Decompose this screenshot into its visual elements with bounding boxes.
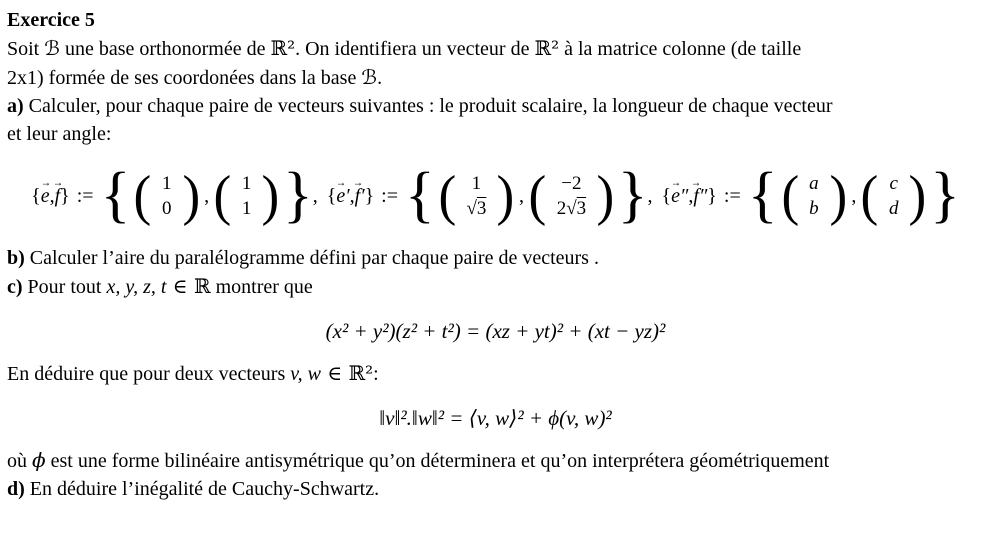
vector-entries — [456, 171, 496, 221]
math-variables: v, w — [290, 363, 321, 385]
vector-entries — [879, 171, 909, 221]
vector-arrow-icon: → — [670, 175, 682, 189]
script-B-symbol: ℬ — [44, 36, 60, 60]
vector-pairs-equation — [7, 150, 984, 242]
vector-e-double-prime — [670, 175, 682, 210]
right-paren: ) — [908, 164, 927, 227]
intro-text-4: à la matrice colonne (de taille — [559, 38, 802, 60]
norm-product-equation — [7, 404, 984, 432]
set-close-brace: } — [60, 185, 70, 207]
intro-text-1: Soit — [7, 38, 45, 60]
pair-name-set — [326, 175, 375, 210]
comma: , — [49, 185, 55, 207]
vector-entries — [232, 171, 262, 221]
vector-letter: e — [336, 185, 346, 207]
left-paren: ( — [780, 164, 799, 227]
left-paren: ( — [528, 164, 547, 227]
script-B-symbol: ℬ — [361, 65, 378, 89]
big-close-brace: } — [617, 161, 648, 230]
element-of-symbol: ∈ — [166, 274, 194, 298]
deduce-text-2: : — [373, 363, 379, 385]
R2-symbol: ℝ² — [270, 36, 296, 60]
radical-sign: 2√ — [556, 198, 577, 219]
item-b-label: b) — [7, 247, 25, 269]
left-paren: ( — [213, 164, 232, 227]
vector-letter: f — [693, 185, 699, 207]
column-vector — [133, 164, 200, 227]
item-d-label: d) — [7, 478, 25, 500]
item-a — [7, 92, 984, 148]
pair-name-set — [661, 175, 717, 210]
entry-bottom: d — [888, 198, 899, 219]
R-symbol: ℝ — [193, 274, 211, 298]
intro-text-5: 2x1) formée de ses coordonées dans la base — [7, 67, 362, 89]
comma: , — [204, 185, 210, 207]
column-vector — [213, 164, 280, 227]
prime-mark: ′ — [345, 185, 350, 207]
big-open-brace: { — [100, 161, 131, 230]
vector-arrow-icon: → — [40, 175, 51, 189]
vector-e — [40, 175, 51, 210]
vector-arrow-icon: → — [352, 175, 363, 189]
intro-text-3: . On identifiera un vecteur de — [295, 38, 535, 60]
R2-symbol: ℝ² — [534, 36, 560, 60]
R2-symbol: ℝ² — [348, 361, 374, 385]
item-c-text-1: Pour tout — [22, 276, 107, 298]
assign-symbol: := — [723, 185, 741, 207]
phi-text-2: est une forme bilinéaire antisymétrique qu’on déterminera et qu’on interprétera géométriquement — [45, 450, 830, 472]
comma: , — [688, 185, 694, 207]
left-paren: ( — [860, 164, 879, 227]
right-paren: ) — [829, 164, 847, 227]
pair-separator: , — [647, 185, 653, 207]
entry-top: c — [889, 172, 898, 194]
big-open-brace: { — [747, 161, 778, 230]
right-paren: ) — [596, 164, 615, 227]
item-b-text: Calculer l’aire du paralélogramme défini par chaque paire de vecteurs . — [24, 247, 599, 269]
vector-pair-e-prime-f-prime — [326, 161, 662, 230]
entry-bottom: b — [809, 198, 819, 219]
identity-formula: (x² + y²)(z² + t²) = (xz + yt)² + (xt − yz)² — [325, 319, 666, 343]
comma: , — [349, 185, 355, 207]
column-vector — [528, 164, 615, 227]
vector-entries — [152, 171, 182, 221]
big-close-brace: } — [282, 161, 313, 230]
entry-bottom — [466, 196, 486, 221]
column-vector — [780, 164, 848, 227]
vector-letter: f — [54, 185, 61, 207]
left-paren: ( — [438, 164, 456, 227]
assign-symbol: := — [381, 185, 399, 207]
set-open-brace: { — [31, 185, 41, 207]
right-paren: ) — [261, 164, 280, 227]
column-vector — [860, 164, 927, 227]
big-close-brace: } — [930, 161, 960, 230]
set-close-brace: } — [707, 185, 717, 207]
vector-arrow-icon: → — [336, 175, 347, 189]
vector-e-prime — [336, 175, 347, 210]
item-c-label: c) — [7, 276, 23, 298]
deduce-paragraph — [7, 359, 984, 388]
set-open-brace: { — [661, 185, 672, 207]
vector-f-prime — [352, 175, 363, 210]
vector-entries — [799, 171, 829, 221]
vector-pair-ef — [31, 161, 327, 230]
assign-symbol: := — [76, 185, 94, 207]
entry-bottom: 0 — [162, 198, 172, 219]
vector-arrow-icon: → — [691, 175, 702, 189]
vector-letter: e — [671, 185, 681, 207]
prime-mark: ″ — [680, 185, 689, 207]
set-close-brace: } — [364, 185, 375, 207]
intro-text-2: une base orthonormée de — [59, 38, 271, 60]
phi-text-1: où — [7, 450, 32, 472]
vector-f — [52, 175, 63, 210]
item-a-text-1: Calculer, pour chaque paire de vecteurs suivantes : le produit scalaire, la longueur de chaque vecteur — [23, 95, 833, 117]
entry-top: −2 — [561, 172, 582, 194]
vector-f-double-prime — [691, 175, 702, 210]
pair-separator: , — [312, 185, 318, 207]
lagrange-identity-equation — [7, 317, 984, 345]
radical-sign: √ — [466, 198, 477, 219]
right-paren: ) — [496, 164, 515, 227]
entry-bottom: 1 — [241, 198, 252, 219]
left-paren: ( — [133, 164, 152, 227]
item-d — [7, 475, 984, 503]
comma: , — [519, 185, 525, 207]
vector-entries — [547, 171, 596, 221]
set-open-brace: { — [326, 185, 337, 207]
entry-top: 1 — [471, 172, 482, 194]
math-variables: x, y, z, t — [106, 276, 167, 298]
entry-top: 1 — [162, 172, 172, 194]
item-c — [7, 272, 984, 301]
element-of-symbol: ∈ — [320, 361, 349, 385]
vector-arrow-icon: → — [52, 175, 63, 189]
right-paren: ) — [181, 164, 200, 227]
vector-letter: e — [40, 185, 50, 207]
exercise-title — [7, 6, 984, 34]
item-c-text-2: montrer que — [210, 276, 313, 298]
intro-text-6: . — [377, 67, 383, 89]
item-b — [7, 244, 984, 272]
norm-formula: ‖v‖².‖w‖² = ⟨v, w⟩² + ϕ(v, w)² — [379, 406, 612, 430]
prime-mark: ′ — [360, 185, 365, 207]
exercise-title-text: Exercice 5 — [7, 9, 95, 31]
big-open-brace: { — [405, 161, 435, 230]
comma: , — [851, 185, 857, 207]
entry-top: a — [809, 172, 819, 194]
vector-pair-e-dblprime-f-dblprime — [661, 161, 960, 230]
entry-top: 1 — [241, 172, 252, 194]
column-vector — [438, 164, 515, 227]
item-a-label: a) — [7, 95, 24, 117]
prime-mark: ″ — [698, 185, 708, 207]
phi-symbol: ϕ — [32, 448, 46, 472]
vector-letter: f — [354, 185, 361, 207]
item-d-text: En déduire l’inégalité de Cauchy-Schwartz. — [24, 478, 380, 500]
radicand: 3 — [576, 198, 587, 219]
item-a-text-2: et leur angle: — [7, 123, 112, 145]
phi-explanation — [7, 446, 984, 475]
deduce-text-1: En déduire que pour deux vecteurs — [7, 363, 291, 385]
entry-bottom — [557, 196, 586, 221]
pair-name-set — [31, 175, 70, 210]
radicand: 3 — [476, 198, 487, 219]
intro-paragraph — [7, 34, 984, 92]
